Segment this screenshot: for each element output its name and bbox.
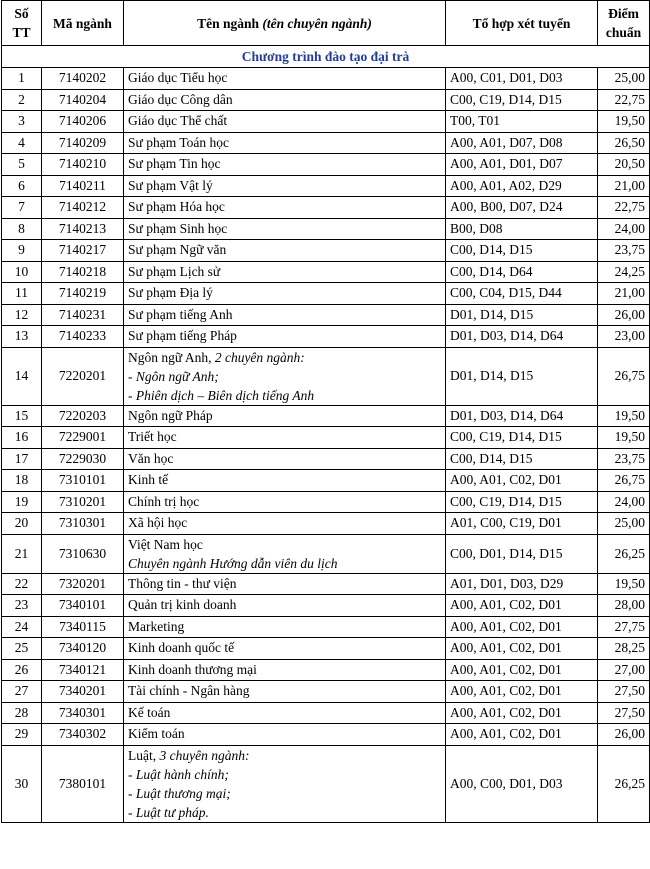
- header-name-main: Tên ngành: [197, 15, 263, 31]
- row-stt: 13: [2, 326, 42, 348]
- table-row: [2, 304, 650, 326]
- row-code: 7220201: [42, 347, 124, 405]
- row-code: 7310201: [42, 491, 124, 513]
- table-header-row: [2, 1, 650, 46]
- row-score: 28,00: [598, 595, 650, 617]
- table-row: [2, 513, 650, 535]
- row-stt: 18: [2, 470, 42, 492]
- row-score: 22,75: [598, 89, 650, 111]
- row-combo: A00, C00, D01, D03: [446, 745, 598, 822]
- row-code: 7310301: [42, 513, 124, 535]
- row-combo: A01, D01, D03, D29: [446, 573, 598, 595]
- row-code: 7310101: [42, 470, 124, 492]
- row-score: 24,00: [598, 218, 650, 240]
- row-combo: C00, C19, D14, D15: [446, 491, 598, 513]
- row-name-main: Việt Nam học: [128, 536, 203, 552]
- row-combo: C00, D14, D64: [446, 261, 598, 283]
- table-row: [2, 534, 650, 573]
- row-name: [124, 347, 446, 405]
- row-score: 24,00: [598, 491, 650, 513]
- row-combo: A00, A01, C02, D01: [446, 638, 598, 660]
- table-row: [2, 240, 650, 262]
- table-row: [2, 491, 650, 513]
- table-row: [2, 154, 650, 176]
- row-score: 24,25: [598, 261, 650, 283]
- row-score: 20,50: [598, 154, 650, 176]
- row-stt: 4: [2, 132, 42, 154]
- table-row: [2, 448, 650, 470]
- row-combo: A00, A01, D01, D07: [446, 154, 598, 176]
- row-code: 7340121: [42, 659, 124, 681]
- row-combo: A00, A01, C02, D01: [446, 681, 598, 703]
- row-score: 27,50: [598, 702, 650, 724]
- table-row: [2, 659, 650, 681]
- row-combo: D01, D03, D14, D64: [446, 326, 598, 348]
- row-score: 26,75: [598, 347, 650, 405]
- table-row: [2, 724, 650, 746]
- row-stt: 22: [2, 573, 42, 595]
- row-name: Quản trị kinh doanh: [124, 595, 446, 617]
- row-stt: 21: [2, 534, 42, 573]
- row-code: 7340301: [42, 702, 124, 724]
- row-name: Marketing: [124, 616, 446, 638]
- row-stt: 15: [2, 405, 42, 427]
- row-combo: C00, C19, D14, D15: [446, 89, 598, 111]
- row-score: 19,50: [598, 111, 650, 133]
- header-code: Mã ngành: [42, 1, 124, 46]
- row-name: Sư phạm Tin học: [124, 154, 446, 176]
- row-name: Sư phạm Toán học: [124, 132, 446, 154]
- row-name-italic: 3 chuyên ngành:: [159, 747, 250, 763]
- row-stt: 10: [2, 261, 42, 283]
- header-stt: [2, 1, 42, 46]
- row-code: 7140233: [42, 326, 124, 348]
- row-stt: 5: [2, 154, 42, 176]
- row-name-italic: - Luật hành chính;: [128, 766, 229, 782]
- table-row: [2, 616, 650, 638]
- row-code: 7140209: [42, 132, 124, 154]
- table-row: [2, 745, 650, 822]
- row-name: Giáo dục Công dân: [124, 89, 446, 111]
- row-name-italic: - Ngôn ngữ Anh;: [128, 368, 219, 384]
- row-code: 7340120: [42, 638, 124, 660]
- row-code: 7220203: [42, 405, 124, 427]
- row-combo: A00, A01, C02, D01: [446, 616, 598, 638]
- row-name: Sư phạm tiếng Anh: [124, 304, 446, 326]
- admission-score-table: [1, 0, 650, 823]
- row-name-main: Luật,: [128, 747, 160, 763]
- table-row: [2, 595, 650, 617]
- row-score: 25,00: [598, 513, 650, 535]
- header-score: [598, 1, 650, 46]
- row-score: 26,75: [598, 470, 650, 492]
- row-name: Sư phạm tiếng Pháp: [124, 326, 446, 348]
- row-name: Kinh doanh thương mại: [124, 659, 446, 681]
- row-score: 21,00: [598, 283, 650, 305]
- row-code: 7340302: [42, 724, 124, 746]
- row-score: 26,00: [598, 304, 650, 326]
- row-combo: D01, D14, D15: [446, 304, 598, 326]
- header-score-line2: chuẩn: [605, 25, 642, 40]
- row-code: 7140217: [42, 240, 124, 262]
- row-stt: 19: [2, 491, 42, 513]
- row-name-line: [128, 554, 441, 573]
- row-code: 7140218: [42, 261, 124, 283]
- row-stt: 6: [2, 175, 42, 197]
- row-code: 7340101: [42, 595, 124, 617]
- table-row: [2, 638, 650, 660]
- row-code: 7310630: [42, 534, 124, 573]
- row-stt: 2: [2, 89, 42, 111]
- row-code: 7380101: [42, 745, 124, 822]
- section-title: Chương trình đào tạo đại trà: [2, 46, 650, 68]
- row-name: Tài chính - Ngân hàng: [124, 681, 446, 703]
- row-combo: C00, D01, D14, D15: [446, 534, 598, 573]
- row-stt: 24: [2, 616, 42, 638]
- row-code: 7140219: [42, 283, 124, 305]
- row-stt: 26: [2, 659, 42, 681]
- section-row: [2, 46, 650, 68]
- table-row: [2, 197, 650, 219]
- row-score: 23,00: [598, 326, 650, 348]
- row-combo: D01, D14, D15: [446, 347, 598, 405]
- row-name-line: [128, 535, 441, 554]
- row-stt: 17: [2, 448, 42, 470]
- row-combo: C00, D14, D15: [446, 448, 598, 470]
- row-stt: 11: [2, 283, 42, 305]
- row-code: 7140206: [42, 111, 124, 133]
- row-code: 7229001: [42, 427, 124, 449]
- row-combo: A01, C00, C19, D01: [446, 513, 598, 535]
- row-combo: A00, A01, A02, D29: [446, 175, 598, 197]
- row-name-line: [128, 367, 441, 386]
- row-name: Giáo dục Tiểu học: [124, 68, 446, 90]
- row-name: Xã hội học: [124, 513, 446, 535]
- row-combo: A00, C01, D01, D03: [446, 68, 598, 90]
- table-row: [2, 405, 650, 427]
- row-name-italic: - Luật thương mại;: [128, 785, 231, 801]
- table-row: [2, 261, 650, 283]
- row-name: Sư phạm Vật lý: [124, 175, 446, 197]
- row-code: 7140213: [42, 218, 124, 240]
- header-stt-line1: Số: [14, 6, 29, 21]
- row-score: 26,00: [598, 724, 650, 746]
- row-score: 22,75: [598, 197, 650, 219]
- row-name: Kinh doanh quốc tế: [124, 638, 446, 660]
- table-row: [2, 132, 650, 154]
- row-name: Sư phạm Ngữ văn: [124, 240, 446, 262]
- row-code: 7140211: [42, 175, 124, 197]
- row-score: 26,25: [598, 745, 650, 822]
- row-score: 19,50: [598, 573, 650, 595]
- table-row: [2, 681, 650, 703]
- row-code: 7340115: [42, 616, 124, 638]
- row-name-italic: Chuyên ngành Hướng dẫn viên du lịch: [128, 555, 338, 571]
- row-name-italic: 2 chuyên ngành:: [214, 349, 305, 365]
- row-name: Kế toán: [124, 702, 446, 724]
- row-combo: B00, D08: [446, 218, 598, 240]
- row-combo: A00, B00, D07, D24: [446, 197, 598, 219]
- row-name-line: [128, 348, 441, 367]
- row-score: 19,50: [598, 405, 650, 427]
- row-name-line: [128, 803, 441, 822]
- row-name: Văn học: [124, 448, 446, 470]
- header-name: [124, 1, 446, 46]
- row-name: Triết học: [124, 427, 446, 449]
- row-stt: 27: [2, 681, 42, 703]
- row-combo: T00, T01: [446, 111, 598, 133]
- row-name: Kiểm toán: [124, 724, 446, 746]
- row-name: Kinh tế: [124, 470, 446, 492]
- row-stt: 30: [2, 745, 42, 822]
- row-name-line: [128, 784, 441, 803]
- header-score-line1: Điểm: [608, 6, 639, 21]
- row-name-line: [128, 765, 441, 784]
- row-name-line: [128, 386, 441, 405]
- row-combo: D01, D03, D14, D64: [446, 405, 598, 427]
- row-name: Sư phạm Sinh học: [124, 218, 446, 240]
- row-code: 7140202: [42, 68, 124, 90]
- table-row: [2, 470, 650, 492]
- row-combo: C00, C04, D15, D44: [446, 283, 598, 305]
- row-name: Sư phạm Hóa học: [124, 197, 446, 219]
- row-score: 26,50: [598, 132, 650, 154]
- row-score: 27,75: [598, 616, 650, 638]
- header-stt-line2: TT: [12, 25, 31, 40]
- row-code: 7140210: [42, 154, 124, 176]
- row-name-main: Ngôn ngữ Anh,: [128, 349, 215, 365]
- row-code: 7140231: [42, 304, 124, 326]
- row-code: 7140212: [42, 197, 124, 219]
- row-score: 25,00: [598, 68, 650, 90]
- row-stt: 1: [2, 68, 42, 90]
- row-stt: 25: [2, 638, 42, 660]
- row-combo: A00, A01, D07, D08: [446, 132, 598, 154]
- row-combo: A00, A01, C02, D01: [446, 724, 598, 746]
- table-row: [2, 702, 650, 724]
- row-score: 21,00: [598, 175, 650, 197]
- row-combo: A00, A01, C02, D01: [446, 659, 598, 681]
- row-stt: 20: [2, 513, 42, 535]
- table-row: [2, 573, 650, 595]
- row-combo: C00, C19, D14, D15: [446, 427, 598, 449]
- table-row: [2, 68, 650, 90]
- row-score: 19,50: [598, 427, 650, 449]
- row-code: 7140204: [42, 89, 124, 111]
- row-name-italic: - Luật tư pháp.: [128, 804, 209, 820]
- row-stt: 7: [2, 197, 42, 219]
- row-stt: 28: [2, 702, 42, 724]
- row-name: [124, 534, 446, 573]
- table-row: [2, 89, 650, 111]
- row-name: Chính trị học: [124, 491, 446, 513]
- table-row: [2, 283, 650, 305]
- header-name-italic: (tên chuyên ngành): [262, 15, 372, 31]
- row-stt: 3: [2, 111, 42, 133]
- row-combo: A00, A01, C02, D01: [446, 470, 598, 492]
- table-row: [2, 427, 650, 449]
- table-row: [2, 218, 650, 240]
- header-combo: Tổ hợp xét tuyển: [446, 1, 598, 46]
- row-code: 7340201: [42, 681, 124, 703]
- row-combo: A00, A01, C02, D01: [446, 595, 598, 617]
- row-stt: 8: [2, 218, 42, 240]
- row-stt: 12: [2, 304, 42, 326]
- row-name-italic: - Phiên dịch – Biên dịch tiếng Anh: [128, 387, 315, 403]
- table-row: [2, 347, 650, 405]
- row-score: 27,00: [598, 659, 650, 681]
- row-name: Giáo dục Thể chất: [124, 111, 446, 133]
- row-stt: 9: [2, 240, 42, 262]
- row-name-line: [128, 746, 441, 765]
- row-code: 7320201: [42, 573, 124, 595]
- row-score: 26,25: [598, 534, 650, 573]
- table-row: [2, 175, 650, 197]
- row-combo: C00, D14, D15: [446, 240, 598, 262]
- row-stt: 14: [2, 347, 42, 405]
- row-score: 27,50: [598, 681, 650, 703]
- row-name: Thông tin - thư viện: [124, 573, 446, 595]
- row-combo: A00, A01, C02, D01: [446, 702, 598, 724]
- row-score: 23,75: [598, 448, 650, 470]
- row-stt: 16: [2, 427, 42, 449]
- row-score: 28,25: [598, 638, 650, 660]
- row-name: Sư phạm Địa lý: [124, 283, 446, 305]
- table-row: [2, 326, 650, 348]
- row-name: Sư phạm Lịch sử: [124, 261, 446, 283]
- row-code: 7229030: [42, 448, 124, 470]
- row-name: [124, 745, 446, 822]
- row-name: Ngôn ngữ Pháp: [124, 405, 446, 427]
- row-stt: 23: [2, 595, 42, 617]
- table-row: [2, 111, 650, 133]
- row-score: 23,75: [598, 240, 650, 262]
- row-stt: 29: [2, 724, 42, 746]
